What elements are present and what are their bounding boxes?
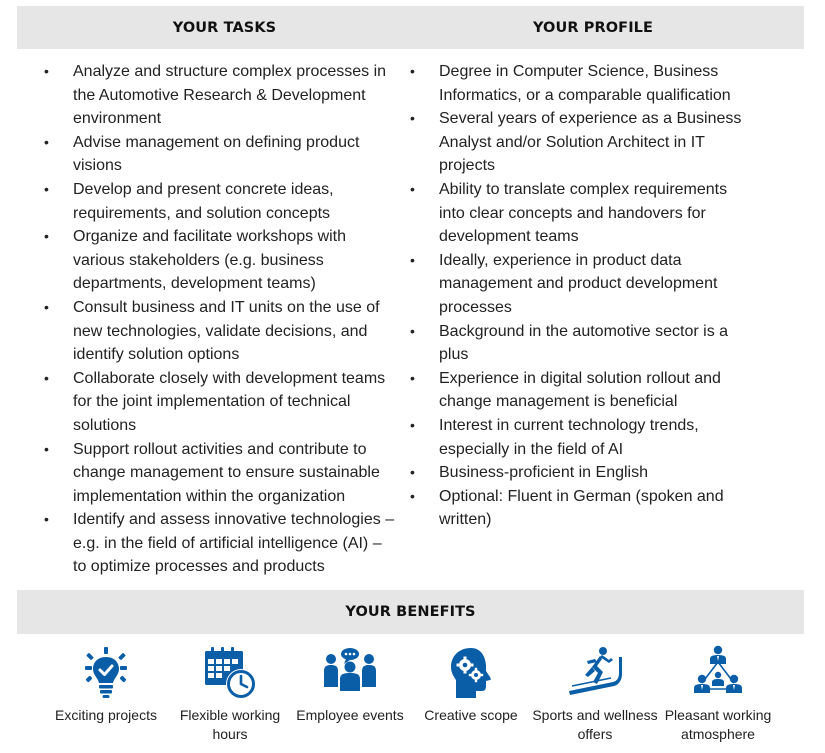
benefit-pleasant-atmosphere [653,645,783,744]
profile-text: Optional: Fluent in German (spoken and written) [439,487,724,529]
task-text: Develop and present concrete ideas, requirements, and solution concepts [73,180,334,222]
profile-item [410,367,750,414]
task-item [44,508,398,579]
benefit-label: Employee events [296,707,404,723]
benefit-label: Pleasant working atmosphere [664,707,772,742]
bullet-icon: • [44,180,49,197]
profile-heading: YOUR PROFILE [532,19,654,36]
benefit-label: Sports and wellness offers [532,707,658,742]
tasks-list [44,60,398,579]
task-item [44,438,398,509]
bullet-icon: • [410,110,415,127]
task-text: Collaborate closely with development teams for the joint implementation of technical solutions [73,369,386,434]
task-item [44,60,398,131]
profile-item [410,320,750,367]
header-band [17,6,804,49]
benefit-sports-wellness [530,645,660,744]
benefit-creative-scope [406,645,536,725]
task-item [44,296,398,367]
bullet-icon: • [410,487,415,504]
bullet-icon: • [410,416,415,433]
team-network-icon [690,645,746,701]
profile-item [410,249,750,320]
profile-text: Business-proficient in English [439,464,648,482]
task-item [44,367,398,438]
profile-text: Experience in digital solution rollout and change management is beneficial [439,369,721,411]
benefits-band [17,590,804,634]
profile-list [410,60,750,532]
task-text: Analyze and structure complex processes in the Automotive Research & Development environment [73,63,387,128]
benefit-exciting-projects [41,645,171,725]
bullet-icon: • [44,440,49,457]
benefits-heading: YOUR BENEFITS [345,604,476,620]
bullet-icon: • [410,63,415,79]
bullet-icon: • [410,251,415,268]
profile-item [410,107,750,178]
task-item [44,131,398,178]
benefit-label: Creative scope [424,707,518,723]
bullet-icon: • [44,369,49,386]
profile-text: Degree in Computer Science, Business Informatics, or a comparable qualification [439,63,731,104]
profile-text: Background in the automotive sector is a plus [439,322,729,364]
bullet-icon: • [44,63,49,79]
task-text: Support rollout activities and contribute to change management to ensure sustainable implementation within the organization [73,440,380,505]
profile-item [410,461,750,485]
benefit-label: Flexible working hours [179,707,281,742]
lightbulb-icon [78,645,134,701]
task-text: Consult business and IT units on the use of new technologies, validate decisions, and identify solution options [73,298,380,364]
profile-item [410,414,750,461]
bullet-icon: • [44,228,49,245]
profile-text: Ideally, experience in product data management and product development processes [439,251,718,316]
task-text: Organize and facilitate workshops with various stakeholders (e.g. business departments, development teams) [73,228,347,293]
benefits-row [17,645,804,753]
task-item [44,178,398,225]
bullet-icon: • [44,298,49,315]
bullet-icon: • [44,511,49,528]
treadmill-runner-icon [567,645,623,701]
bullet-icon: • [410,180,415,197]
head-gears-icon [443,645,499,701]
benefit-flexible-working-hours [165,645,295,744]
profile-text: Several years of experience as a Business Analyst and/or Solution Architect in IT projects [439,110,742,175]
profile-text: Ability to translate complex requirements into clear concepts and handovers for development teams [439,180,728,246]
tasks-heading: YOUR TASKS [172,19,277,36]
bullet-icon: • [410,369,415,386]
task-text: Identify and assess innovative technologies – e.g. in the field of artificial intelligence (AI) – to optimize processes and products [73,511,395,576]
people-group-icon [322,645,378,701]
profile-item [410,60,750,107]
profile-text: Interest in current technology trends, especially in the field of AI [439,416,699,458]
task-item [44,225,398,296]
bullet-icon: • [410,322,415,339]
profile-item [410,485,750,532]
calendar-clock-icon [202,645,258,701]
bullet-icon: • [44,133,49,150]
benefit-label: Exciting projects [55,707,157,723]
benefit-employee-events [285,645,415,725]
bullet-icon: • [410,464,415,481]
profile-item [410,178,750,249]
task-text: Advise management on defining product visions [73,133,360,175]
